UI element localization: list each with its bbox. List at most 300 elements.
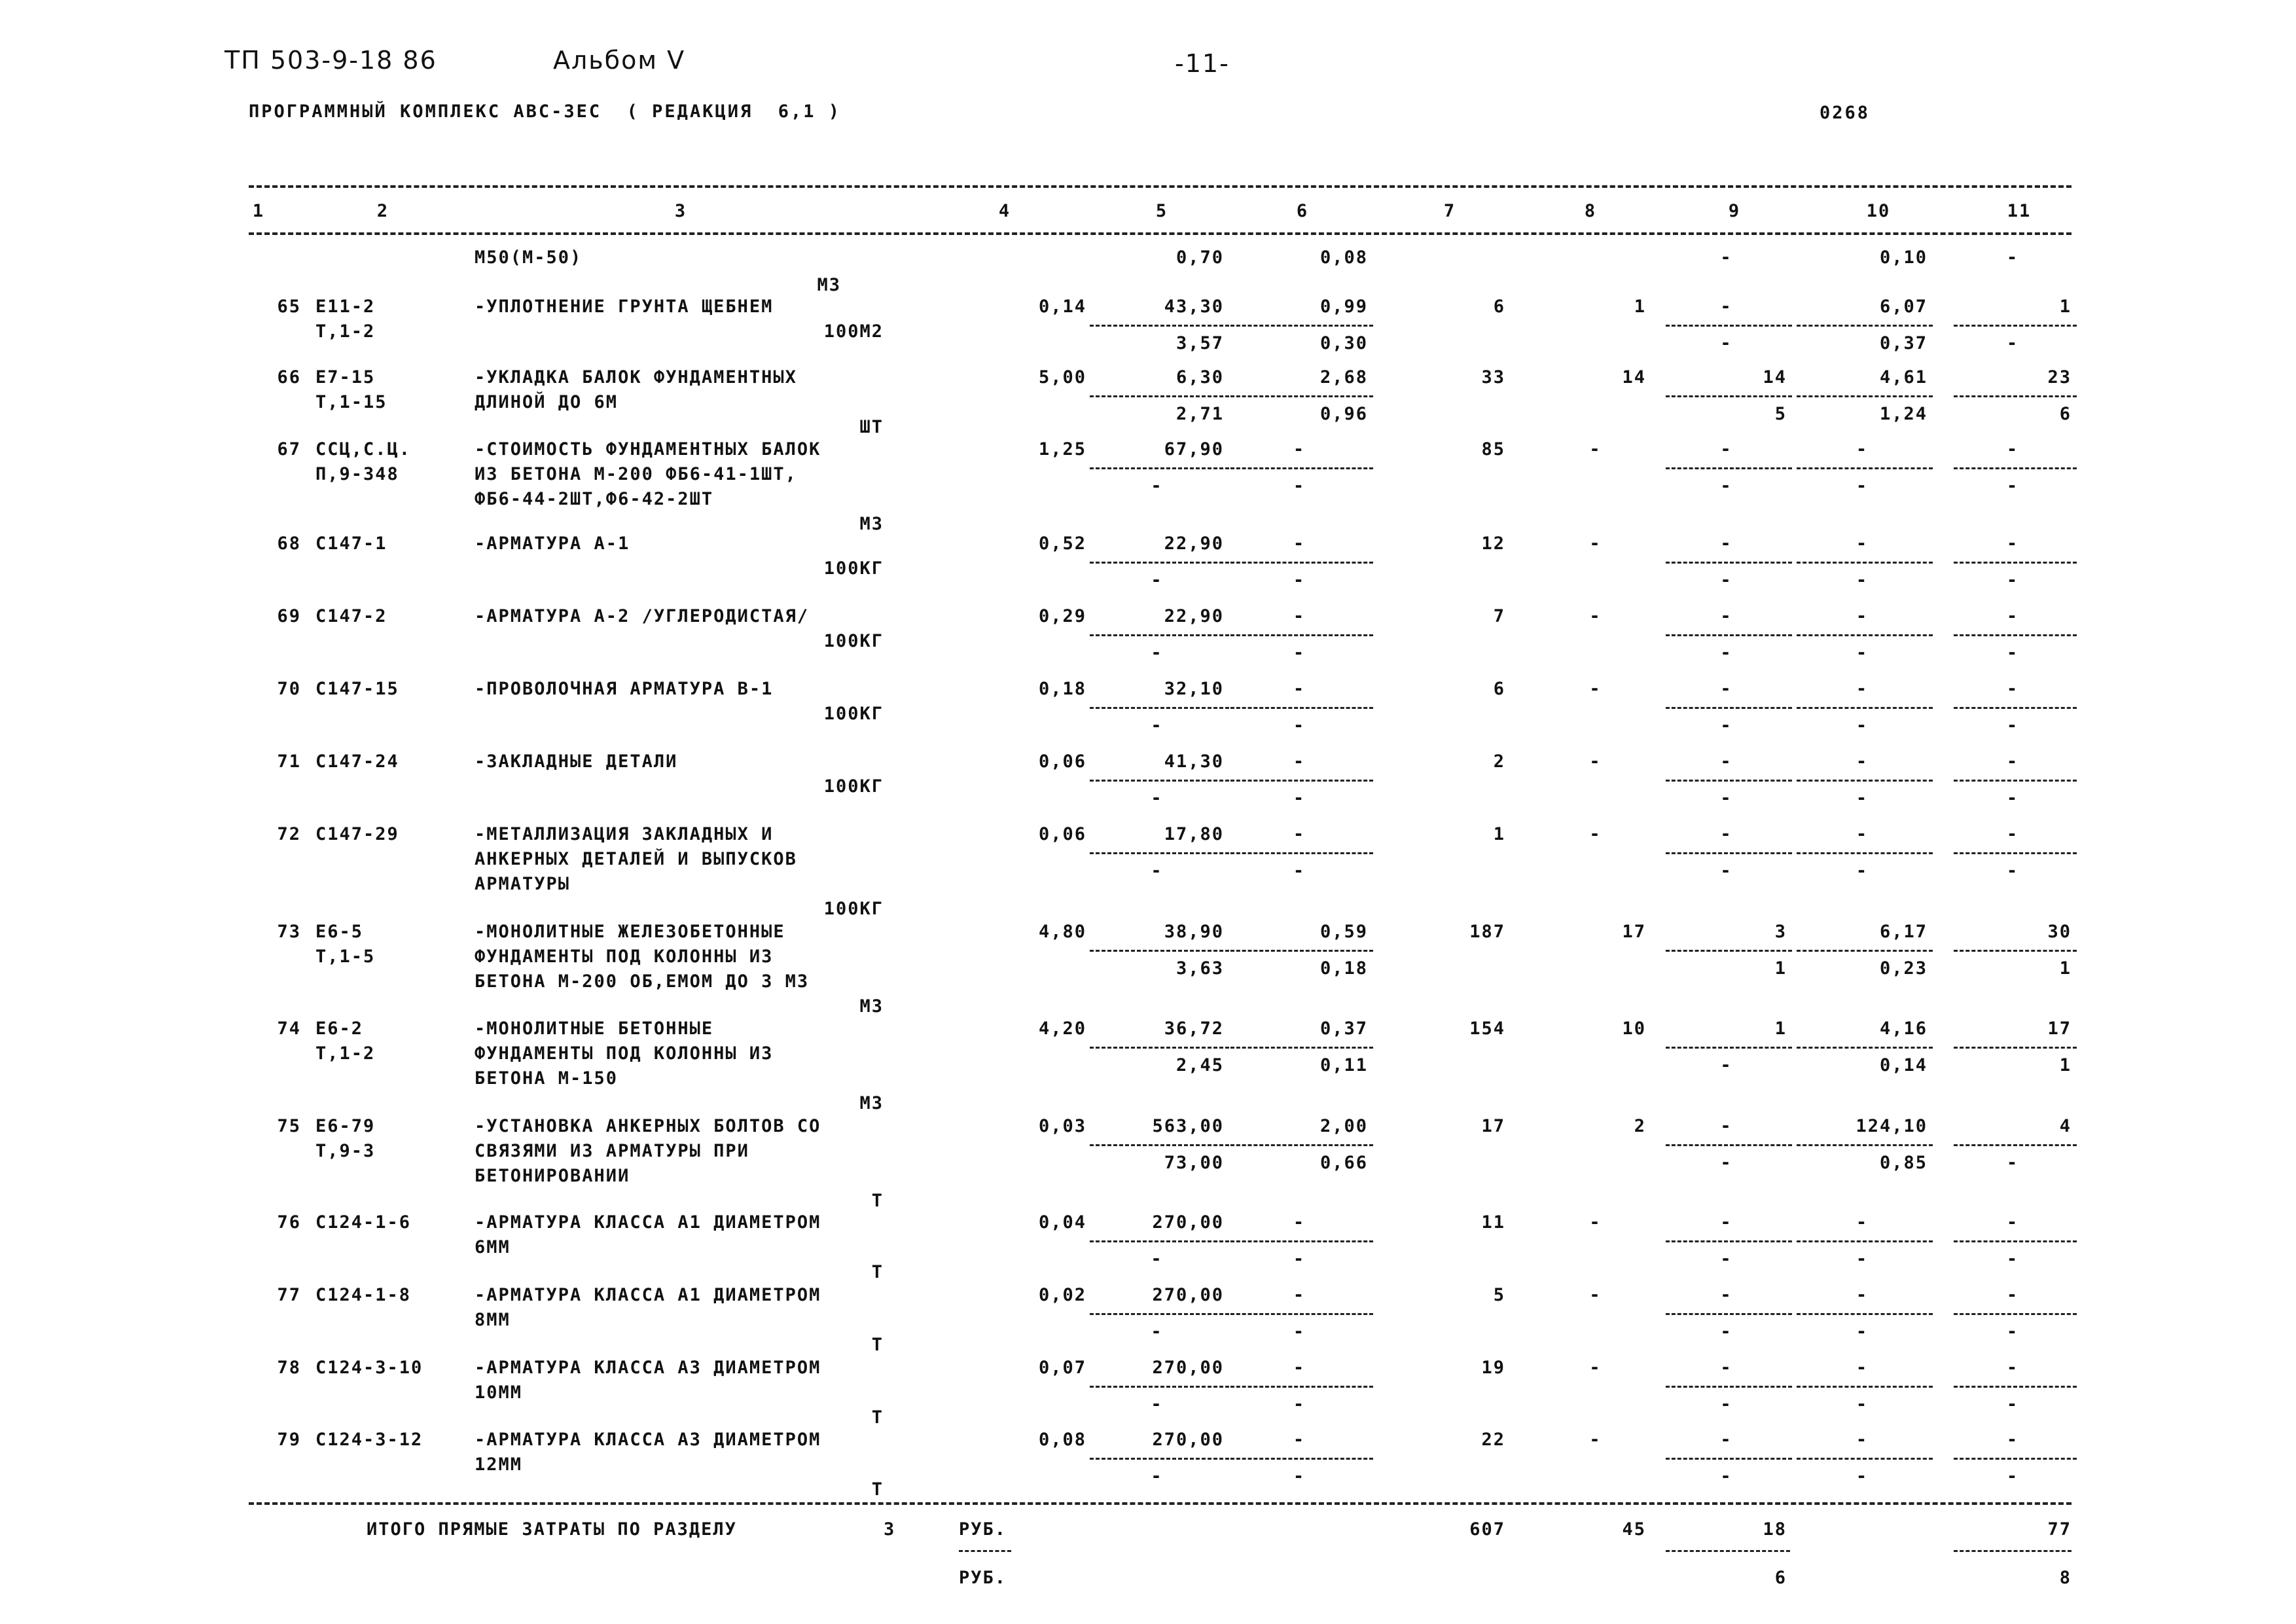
sub-rule-c11 xyxy=(1954,1313,2077,1315)
value-c8: - xyxy=(1589,1358,1602,1378)
sub-rule-c6 xyxy=(1230,467,1373,469)
row-number: 69 xyxy=(277,606,301,626)
row-number: 70 xyxy=(277,679,301,699)
unit-of-measure: 100КГ xyxy=(823,631,884,651)
value-price: 270,00 xyxy=(1152,1430,1224,1450)
value-price-base: - xyxy=(1151,788,1163,808)
value-c9: - xyxy=(1720,679,1732,699)
sub-rule-c11 xyxy=(1954,950,2077,952)
document-code: ТП 503-9-18 86 xyxy=(224,46,437,75)
value-c6: 2,68 xyxy=(1319,367,1368,388)
sub-rule-c11 xyxy=(1954,634,2077,636)
sub-rule-c9 xyxy=(1666,562,1792,564)
value-c11: 4 xyxy=(2059,1116,2072,1136)
sub-rule-price xyxy=(1090,950,1229,952)
work-description: -УПЛОТНЕНИЕ ГРУНТА ЩЕБНЕМ xyxy=(475,297,774,317)
value-c11-base: - xyxy=(2006,861,2019,881)
sub-rule-c9 xyxy=(1666,950,1792,952)
total-label: ИТОГО ПРЯМЫЕ ЗАТРАТЫ ПО РАЗДЕЛУ xyxy=(367,1519,737,1540)
value-price: 22,90 xyxy=(1164,606,1224,626)
value-c10: - xyxy=(1856,533,1869,554)
value-c6: 2,00 xyxy=(1319,1116,1368,1136)
sub-rule-price xyxy=(1090,1240,1229,1242)
sub-rule-c11 xyxy=(1954,1458,2077,1460)
column-header-9: 9 xyxy=(1728,201,1741,221)
value-c11: - xyxy=(2006,1212,2019,1233)
value-c6: 0,99 xyxy=(1319,297,1368,317)
quantity: 0,04 xyxy=(1038,1212,1086,1233)
sub-rule-c6 xyxy=(1230,634,1373,636)
work-description: -МОНОЛИТНЫЕ ЖЕЛЕЗОБЕТОННЫЕ xyxy=(475,922,785,942)
value-c7: 12 xyxy=(1481,533,1505,554)
sub-rule-c9 xyxy=(1666,467,1792,469)
value-c7: 7 xyxy=(1493,606,1505,626)
norm-code: С147-2 xyxy=(315,606,387,626)
value-price-base: - xyxy=(1151,1466,1163,1487)
value-price-base: - xyxy=(1151,570,1163,590)
value-c6-base: - xyxy=(1293,570,1306,590)
value-c9-base: - xyxy=(1720,476,1732,496)
value-c9: - xyxy=(1720,297,1732,317)
work-description: 12ММ xyxy=(475,1454,523,1475)
value-price-base: - xyxy=(1151,476,1163,496)
row-number: 76 xyxy=(277,1212,301,1233)
value-c7: 6 xyxy=(1493,297,1505,317)
row-number: 73 xyxy=(277,922,301,942)
norm-code: С147-29 xyxy=(315,824,399,844)
sub-rule-c6 xyxy=(1230,325,1373,327)
sub-rule-c6 xyxy=(1230,1458,1373,1460)
value-c9: - xyxy=(1720,751,1732,772)
sub-rule-c9 xyxy=(1666,634,1792,636)
quantity: 0,07 xyxy=(1038,1358,1086,1378)
row-number: 77 xyxy=(277,1285,301,1305)
value-c11: - xyxy=(2006,751,2019,772)
value-c6: - xyxy=(1293,606,1306,626)
value-c7: 19 xyxy=(1481,1358,1505,1378)
work-description: АРМАТУРЫ xyxy=(475,874,571,894)
total-col9-b: 6 xyxy=(1774,1568,1787,1588)
value-c7: 85 xyxy=(1481,439,1505,460)
norm-code-2: П,9-348 xyxy=(315,464,399,484)
sub-rule-price xyxy=(1090,707,1229,709)
value-c11-base: - xyxy=(2006,476,2019,496)
row-number: 65 xyxy=(277,297,301,317)
work-description: ФБ6-44-2ШТ,Ф6-42-2ШТ xyxy=(475,489,714,509)
work-description: -АРМАТУРА КЛАССА А1 ДИАМЕТРОМ xyxy=(475,1285,821,1305)
quantity: 0,52 xyxy=(1038,533,1086,554)
table-top-rule xyxy=(249,185,2072,188)
sub-rule-price xyxy=(1090,562,1229,564)
sub-rule-c9 xyxy=(1666,780,1792,782)
value-c11: - xyxy=(2006,533,2019,554)
value-c10: - xyxy=(1856,1285,1869,1305)
norm-code: С124-1-6 xyxy=(315,1212,412,1233)
sub-rule-c10 xyxy=(1797,325,1933,327)
work-description: -АРМАТУРА КЛАССА А1 ДИАМЕТРОМ xyxy=(475,1212,821,1233)
sub-rule-c10 xyxy=(1797,1144,1933,1146)
column-header-3: 3 xyxy=(674,201,687,221)
value-c9: 3 xyxy=(1774,922,1787,942)
work-description: -АРМАТУРА А-2 /УГЛЕРОДИСТАЯ/ xyxy=(475,606,810,626)
sub-rule-price xyxy=(1090,1458,1229,1460)
value-price: 6,30 xyxy=(1175,367,1224,388)
value-c6: 0,08 xyxy=(1319,247,1368,268)
value-price-base: - xyxy=(1151,1322,1163,1342)
value-c10-base: 0,23 xyxy=(1879,958,1928,979)
column-header-11: 11 xyxy=(2007,201,2032,221)
sub-rule-c6 xyxy=(1230,1240,1373,1242)
value-c10-base: 0,85 xyxy=(1879,1153,1928,1173)
value-c9: - xyxy=(1720,1116,1732,1136)
sub-rule-c6 xyxy=(1230,780,1373,782)
row-number: 68 xyxy=(277,533,301,554)
work-description: АНКЕРНЫХ ДЕТАЛЕЙ И ВЫПУСКОВ xyxy=(475,849,797,869)
unit-of-measure: 100М2 xyxy=(823,321,884,342)
sub-rule-price xyxy=(1090,780,1229,782)
sub-rule-c10 xyxy=(1797,1386,1933,1388)
value-c9-base: 5 xyxy=(1774,404,1787,424)
value-c10: - xyxy=(1856,439,1869,460)
quantity: 0,06 xyxy=(1038,751,1086,772)
norm-code: Е11-2 xyxy=(315,297,376,317)
sub-rule-c11 xyxy=(1954,780,2077,782)
value-c8: - xyxy=(1589,679,1602,699)
value-c9: - xyxy=(1720,1358,1732,1378)
unit-of-measure: Т xyxy=(871,1191,884,1211)
value-price-base: - xyxy=(1151,643,1163,663)
value-c11: - xyxy=(2006,606,2019,626)
value-c11: - xyxy=(2006,1285,2019,1305)
value-price: 32,10 xyxy=(1164,679,1224,699)
value-c6-base: - xyxy=(1293,861,1306,881)
sheet-number: 0268 xyxy=(1820,103,1871,123)
quantity: 0,02 xyxy=(1038,1285,1086,1305)
work-description: -МОНОЛИТНЫЕ БЕТОННЫЕ xyxy=(475,1019,714,1039)
sub-rule-c11 xyxy=(1954,467,2077,469)
sub-rule-c6 xyxy=(1230,1386,1373,1388)
sub-rule-c11 xyxy=(1954,1386,2077,1388)
work-description: -УСТАНОВКА АНКЕРНЫХ БОЛТОВ СО xyxy=(475,1116,821,1136)
value-c10: 6,17 xyxy=(1879,922,1928,942)
value-c11-base: - xyxy=(2006,1153,2019,1173)
norm-code: С147-1 xyxy=(315,533,387,554)
value-c10: - xyxy=(1856,679,1869,699)
value-c7: 11 xyxy=(1481,1212,1505,1233)
sub-rule-c10 xyxy=(1797,1313,1933,1315)
value-c11: 30 xyxy=(2047,922,2072,942)
value-c8: - xyxy=(1589,824,1602,844)
value-c6-base: 0,66 xyxy=(1319,1153,1368,1173)
value-c8: 1 xyxy=(1634,297,1646,317)
quantity: 0,06 xyxy=(1038,824,1086,844)
work-description: -ЗАКЛАДНЫЕ ДЕТАЛИ xyxy=(475,751,678,772)
value-c6-base: - xyxy=(1293,1466,1306,1487)
value-c10: 124,10 xyxy=(1856,1116,1928,1136)
sub-rule-c6 xyxy=(1230,395,1373,397)
column-header-2: 2 xyxy=(376,201,389,221)
work-description: -АРМАТУРА КЛАССА А3 ДИАМЕТРОМ xyxy=(475,1358,821,1378)
sub-rule-c10 xyxy=(1797,634,1933,636)
sub-rule-c10 xyxy=(1797,950,1933,952)
value-c6-base: - xyxy=(1293,476,1306,496)
value-c7: 187 xyxy=(1469,922,1505,942)
work-description: 10ММ xyxy=(475,1382,523,1403)
total-col11-rule xyxy=(1954,1550,2072,1552)
value-c7: 1 xyxy=(1493,824,1505,844)
sub-rule-c11 xyxy=(1954,1047,2077,1049)
unit-of-measure: 100КГ xyxy=(823,704,884,724)
work-description: -АРМАТУРА КЛАССА А3 ДИАМЕТРОМ xyxy=(475,1430,821,1450)
value-price: 270,00 xyxy=(1152,1212,1224,1233)
value-c10-base: - xyxy=(1856,788,1869,808)
norm-code-2: Т,1-2 xyxy=(315,1043,376,1064)
sub-rule-price xyxy=(1090,634,1229,636)
value-c8: - xyxy=(1589,1285,1602,1305)
value-price-base: 2,71 xyxy=(1175,404,1224,424)
value-c9: - xyxy=(1720,439,1732,460)
row-number: 71 xyxy=(277,751,301,772)
unit-of-measure: Т xyxy=(871,1262,884,1282)
value-c6: - xyxy=(1293,1212,1306,1233)
total-col11-b: 8 xyxy=(2059,1568,2072,1588)
value-price-base: 3,63 xyxy=(1175,958,1224,979)
value-c6-base: 0,18 xyxy=(1319,958,1368,979)
total-section: 3 xyxy=(884,1519,896,1540)
sub-rule-c6 xyxy=(1230,707,1373,709)
value-c6-base: 0,30 xyxy=(1319,333,1368,353)
norm-code: Е6-5 xyxy=(315,922,364,942)
sub-rule-c10 xyxy=(1797,467,1933,469)
sub-rule-c6 xyxy=(1230,1144,1373,1146)
value-c6: - xyxy=(1293,1430,1306,1450)
value-c8: - xyxy=(1589,533,1602,554)
column-header-8: 8 xyxy=(1584,201,1597,221)
value-c9-base: - xyxy=(1720,570,1732,590)
value-c11: - xyxy=(2006,679,2019,699)
work-description: БЕТОНА М-150 xyxy=(475,1068,619,1089)
work-description: ФУНДАМЕНТЫ ПОД КОЛОННЫ ИЗ xyxy=(475,947,774,967)
value-c6: - xyxy=(1293,1285,1306,1305)
sub-rule-c11 xyxy=(1954,707,2077,709)
value-c8: 14 xyxy=(1622,367,1646,388)
total-col9: 18 xyxy=(1763,1519,1787,1540)
value-c10: - xyxy=(1856,606,1869,626)
norm-code: ССЦ,С.Ц. xyxy=(315,439,412,460)
value-c11-base: - xyxy=(2006,1322,2019,1342)
value-price-base: - xyxy=(1151,1249,1163,1269)
value-c9: - xyxy=(1720,1212,1732,1233)
value-c10-base: 1,24 xyxy=(1879,404,1928,424)
sub-rule-c9 xyxy=(1666,1386,1792,1388)
unit-of-measure: Т xyxy=(871,1479,884,1500)
sub-rule-c6 xyxy=(1230,1047,1373,1049)
value-price-base: 2,45 xyxy=(1175,1055,1224,1075)
unit-of-measure: М3 xyxy=(859,996,884,1017)
norm-code: С147-24 xyxy=(315,751,399,772)
column-header-7: 7 xyxy=(1443,201,1456,221)
sub-rule-price xyxy=(1090,1144,1229,1146)
value-c10: 4,16 xyxy=(1879,1019,1928,1039)
value-price-base: - xyxy=(1151,861,1163,881)
unit-of-measure: М3 xyxy=(859,514,884,534)
value-c9-base: - xyxy=(1720,1322,1732,1342)
value-c6: - xyxy=(1293,751,1306,772)
sub-rule-price xyxy=(1090,325,1229,327)
total-col7: 607 xyxy=(1469,1519,1505,1540)
sub-rule-c10 xyxy=(1797,562,1933,564)
sub-rule-c10 xyxy=(1797,395,1933,397)
quantity: 5,00 xyxy=(1038,367,1086,388)
value-c10-base: - xyxy=(1856,570,1869,590)
value-price: 270,00 xyxy=(1152,1285,1224,1305)
sub-rule-c10 xyxy=(1797,1458,1933,1460)
value-c6: 0,59 xyxy=(1319,922,1368,942)
value-c7: 17 xyxy=(1481,1116,1505,1136)
value-c7: 22 xyxy=(1481,1430,1505,1450)
value-c10-base: - xyxy=(1856,1322,1869,1342)
unit-of-measure: Т xyxy=(871,1407,884,1428)
value-c9-base: - xyxy=(1720,861,1732,881)
value-c11-base: - xyxy=(2006,1249,2019,1269)
value-c11-base: 6 xyxy=(2059,404,2072,424)
sub-rule-c10 xyxy=(1797,1047,1933,1049)
value-c7: 33 xyxy=(1481,367,1505,388)
sub-rule-c9 xyxy=(1666,1047,1792,1049)
row-number: 75 xyxy=(277,1116,301,1136)
value-c9-base: - xyxy=(1720,643,1732,663)
value-c9-base: - xyxy=(1720,788,1732,808)
value-c7: 6 xyxy=(1493,679,1505,699)
sub-rule-c11 xyxy=(1954,325,2077,327)
value-c6-base: - xyxy=(1293,1249,1306,1269)
value-c11: 1 xyxy=(2059,297,2072,317)
value-c9: - xyxy=(1720,533,1732,554)
value-c6: - xyxy=(1293,1358,1306,1378)
total-col11: 77 xyxy=(2047,1519,2072,1540)
work-description: -УКЛАДКА БАЛОК ФУНДАМЕНТНЫХ xyxy=(475,367,797,388)
work-description: 6ММ xyxy=(475,1237,511,1257)
value-c11-base: - xyxy=(2006,643,2019,663)
value-price: 17,80 xyxy=(1164,824,1224,844)
value-c6-base: - xyxy=(1293,643,1306,663)
value-c8: - xyxy=(1589,751,1602,772)
norm-code: С124-3-12 xyxy=(315,1430,423,1450)
value-c6-base: 0,11 xyxy=(1319,1055,1368,1075)
value-price: 41,30 xyxy=(1164,751,1224,772)
quantity: 4,80 xyxy=(1038,922,1086,942)
value-price-base: 73,00 xyxy=(1164,1153,1224,1173)
value-c11: - xyxy=(2006,1430,2019,1450)
sub-rule-c6 xyxy=(1230,950,1373,952)
value-c9-base: - xyxy=(1720,715,1732,736)
value-c9: 1 xyxy=(1774,1019,1787,1039)
norm-code-2: Т,9-3 xyxy=(315,1141,376,1161)
value-c7: 2 xyxy=(1493,751,1505,772)
norm-code: С147-15 xyxy=(315,679,399,699)
work-description: ФУНДАМЕНТЫ ПОД КОЛОННЫ ИЗ xyxy=(475,1043,774,1064)
value-c11-base: - xyxy=(2006,788,2019,808)
value-c11: - xyxy=(2006,824,2019,844)
value-price: 43,30 xyxy=(1164,297,1224,317)
row-number: 67 xyxy=(277,439,301,460)
value-c11: - xyxy=(2006,439,2019,460)
sub-rule-c9 xyxy=(1666,1313,1792,1315)
work-description: 8ММ xyxy=(475,1310,511,1330)
column-header-1: 1 xyxy=(252,201,265,221)
value-c11-base: 1 xyxy=(2059,1055,2072,1075)
norm-code-2: Т,1-2 xyxy=(315,321,376,342)
value-c11-base: - xyxy=(2006,333,2019,353)
row-number: 79 xyxy=(277,1430,301,1450)
program-title: ПРОГРАММНЫЙ КОМПЛЕКС АВС-3ЕС ( РЕДАКЦИЯ 6,1 ) xyxy=(249,101,842,122)
sub-rule-c9 xyxy=(1666,1240,1792,1242)
total-col9-rule xyxy=(1666,1550,1790,1552)
work-description: ДЛИНОЙ ДО 6М xyxy=(475,392,619,412)
value-c8: - xyxy=(1589,1430,1602,1450)
row-number: 78 xyxy=(277,1358,301,1378)
norm-code: Е6-2 xyxy=(315,1019,364,1039)
work-description: -МЕТАЛЛИЗАЦИЯ ЗАКЛАДНЫХ И xyxy=(475,824,774,844)
sub-rule-c9 xyxy=(1666,395,1792,397)
value-price: 0,70 xyxy=(1175,247,1224,268)
value-c11-base: - xyxy=(2006,1394,2019,1415)
value-c11: - xyxy=(2006,1358,2019,1378)
column-header-6: 6 xyxy=(1296,201,1309,221)
value-c9-base: - xyxy=(1720,1249,1732,1269)
value-c11: 23 xyxy=(2047,367,2072,388)
work-description: БЕТОНА М-200 ОБ,ЕМОМ ДО 3 М3 xyxy=(475,971,810,992)
sub-rule-c10 xyxy=(1797,1240,1933,1242)
value-c6: - xyxy=(1293,679,1306,699)
value-c6-base: - xyxy=(1293,788,1306,808)
value-c10-base: - xyxy=(1856,476,1869,496)
album-label: Альбом V xyxy=(553,46,686,75)
sub-rule-price xyxy=(1090,1047,1229,1049)
value-c11-base: - xyxy=(2006,715,2019,736)
value-price: 67,90 xyxy=(1164,439,1224,460)
work-description: -АРМАТУРА А-1 xyxy=(475,533,630,554)
value-c6-base: - xyxy=(1293,1322,1306,1342)
value-price: 36,72 xyxy=(1164,1019,1224,1039)
sub-rule-c9 xyxy=(1666,1458,1792,1460)
value-c10-base: - xyxy=(1856,643,1869,663)
value-c11-base: - xyxy=(2006,570,2019,590)
unit-prefix: М3 xyxy=(817,275,841,295)
norm-code-2: Т,1-15 xyxy=(315,392,387,412)
norm-code-2: Т,1-5 xyxy=(315,947,376,967)
sub-rule-price xyxy=(1090,467,1229,469)
quantity: 0,03 xyxy=(1038,1116,1086,1136)
value-c6-base: 0,96 xyxy=(1319,404,1368,424)
value-c8: 2 xyxy=(1634,1116,1646,1136)
quantity: 0,14 xyxy=(1038,297,1086,317)
unit-of-measure: ШТ xyxy=(859,417,884,437)
sub-rule-c9 xyxy=(1666,325,1792,327)
sub-rule-c6 xyxy=(1230,1313,1373,1315)
value-price-base: - xyxy=(1151,715,1163,736)
sub-rule-price xyxy=(1090,852,1229,854)
quantity: 4,20 xyxy=(1038,1019,1086,1039)
total-col8: 45 xyxy=(1622,1519,1646,1540)
value-c9: 14 xyxy=(1763,367,1787,388)
value-c10-base: 0,14 xyxy=(1879,1055,1928,1075)
sub-rule-c11 xyxy=(1954,852,2077,854)
value-c10-base: - xyxy=(1856,861,1869,881)
value-c10: 6,07 xyxy=(1879,297,1928,317)
value-c6: 0,37 xyxy=(1319,1019,1368,1039)
quantity: 0,18 xyxy=(1038,679,1086,699)
